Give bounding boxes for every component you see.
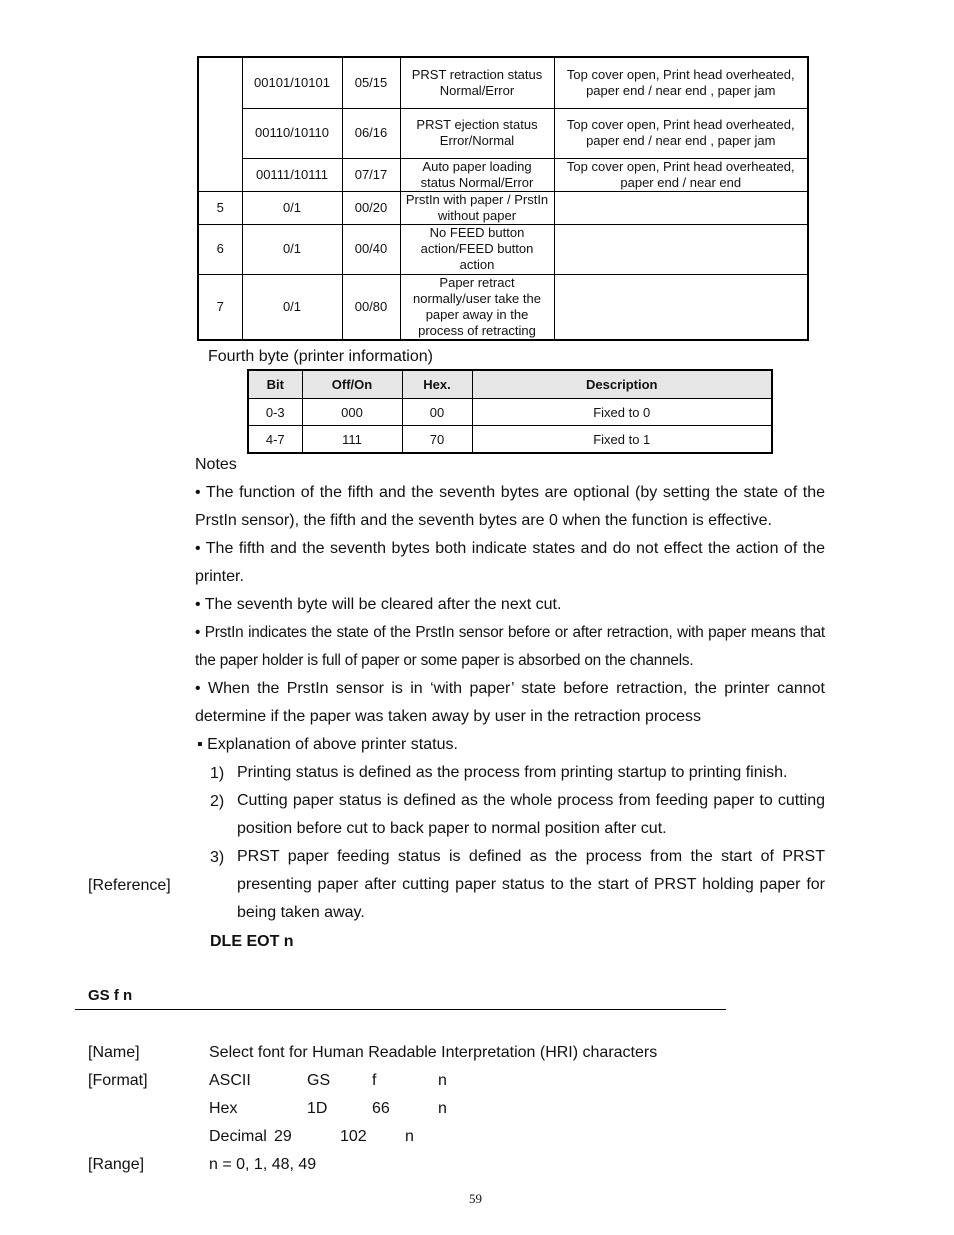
list-item: PRST paper feeding status is defined as the process from the start of PRST presenting paper after cutting paper status to the start of PRST holding paper for being taken away. — [237, 848, 825, 921]
bit-cell: 5 — [198, 191, 242, 224]
offon-cell: 0/1 — [242, 191, 342, 224]
table-row — [248, 426, 772, 454]
explanation-heading: ▪ Explanation of above printer status. — [197, 736, 458, 753]
bit-cell: 6 — [198, 224, 242, 274]
table-row — [198, 57, 808, 108]
offon-cell: 0/1 — [242, 224, 342, 274]
reference-label: [Reference] — [88, 877, 171, 894]
table-row — [198, 108, 808, 158]
table-row — [248, 399, 772, 426]
format-hex-3: n — [438, 1100, 447, 1117]
header-hex: Hex. — [402, 370, 472, 399]
table-row — [198, 274, 808, 340]
desc-cell: Fixed to 1 — [472, 426, 772, 454]
header-description: Description — [472, 370, 772, 399]
desc-cell — [554, 191, 808, 224]
desc-cell: Top cover open, Print head overheated, paper end / near end , paper jam — [554, 108, 808, 158]
list-number: 2) — [210, 793, 225, 810]
name-value: Select font for Human Readable Interpretation (HRI) characters — [209, 1044, 658, 1061]
format-decimal-2: 102 — [340, 1128, 367, 1145]
section-divider — [75, 1009, 726, 1010]
header-bit: Bit — [248, 370, 302, 399]
fourth-byte-table — [247, 369, 773, 454]
hex-cell: 07/17 — [342, 158, 400, 191]
table-row — [198, 158, 808, 191]
hex-cell: 00 — [402, 399, 472, 426]
desc-cell: Top cover open, Print head overheated, paper end / near end , paper jam — [554, 57, 808, 108]
hex-cell: 70 — [402, 426, 472, 454]
note-item: • When the PrstIn sensor is in ‘with paper’ state before retraction, the printer cannot determine if the paper was taken away by user in the retraction process — [195, 680, 825, 725]
bit-cell — [198, 57, 242, 191]
page-number: 59 — [469, 1191, 482, 1206]
format-ascii-label: ASCII — [209, 1072, 251, 1089]
desc-cell: Fixed to 0 — [472, 399, 772, 426]
command-title: GS f n — [88, 987, 133, 1004]
offon-cell: 00110/10110 — [242, 108, 342, 158]
status-cell: PrstIn with paper / PrstIn without paper — [400, 191, 554, 224]
format-ascii-1: GS — [307, 1072, 331, 1089]
offon-cell: 0/1 — [242, 274, 342, 340]
reference-value: DLE EOT n — [210, 933, 294, 950]
status-cell: PRST retraction status Normal/Error — [400, 57, 554, 108]
header-offon: Off/On — [302, 370, 402, 399]
hex-cell: 00/80 — [342, 274, 400, 340]
format-label: [Format] — [88, 1072, 148, 1089]
list-number: 3) — [210, 849, 225, 866]
status-cell: Paper retract normally/user take the paper away in the process of retracting — [400, 274, 554, 340]
format-decimal-3: n — [405, 1128, 414, 1145]
table-row — [198, 191, 808, 224]
range-label: [Range] — [88, 1156, 145, 1173]
format-decimal-label: Decimal — [209, 1128, 267, 1145]
list-item: Printing status is defined as the process from printing startup to printing finish. — [237, 764, 788, 781]
offon-cell: 111 — [302, 426, 402, 454]
list-item: Cutting paper status is defined as the whole process from feeding paper to cutting position before cut to back paper to normal position after cut. — [237, 792, 825, 837]
table-row — [198, 224, 808, 274]
name-label: [Name] — [88, 1044, 140, 1061]
offon-cell: 00101/10101 — [242, 57, 342, 108]
hex-cell: 05/15 — [342, 57, 400, 108]
note-item: • The seventh byte will be cleared after the next cut. — [195, 596, 562, 613]
fourth-byte-caption: Fourth byte (printer information) — [208, 348, 433, 365]
hex-cell: 00/20 — [342, 191, 400, 224]
bit-cell: 7 — [198, 274, 242, 340]
desc-cell — [554, 274, 808, 340]
format-hex-1: 1D — [307, 1100, 328, 1117]
format-ascii-3: n — [438, 1072, 447, 1089]
format-ascii-2: f — [372, 1072, 377, 1089]
hex-cell: 00/40 — [342, 224, 400, 274]
table-header-row — [248, 370, 772, 399]
bit-cell: 4-7 — [248, 426, 302, 454]
note-item: • PrstIn indicates the state of the PrstIn sensor before or after retraction, with paper means that the paper holder is full of paper or some paper is absorbed on the channels. — [195, 624, 825, 669]
range-value: n = 0, 1, 48, 49 — [209, 1156, 317, 1173]
status-cell: PRST ejection status Error/Normal — [400, 108, 554, 158]
notes-title: Notes — [195, 456, 237, 473]
bit-cell: 0-3 — [248, 399, 302, 426]
note-item: • The fifth and the seventh bytes both indicate states and do not effect the action of the printer. — [195, 540, 825, 585]
list-number: 1) — [210, 765, 225, 782]
status-cell: No FEED button action/FEED button action — [400, 224, 554, 274]
format-decimal-1: 29 — [274, 1128, 292, 1145]
offon-cell: 000 — [302, 399, 402, 426]
note-item: • The function of the fifth and the seventh bytes are optional (by setting the state of the PrstIn sensor), the fifth and the seventh bytes are 0 when the function is effective. — [195, 484, 825, 529]
offon-cell: 00111/10111 — [242, 158, 342, 191]
desc-cell — [554, 224, 808, 274]
format-hex-2: 66 — [372, 1100, 390, 1117]
status-cell: Auto paper loading status Normal/Error — [400, 158, 554, 191]
format-hex-label: Hex — [209, 1100, 238, 1117]
hex-cell: 06/16 — [342, 108, 400, 158]
status-table — [197, 56, 809, 341]
desc-cell: Top cover open, Print head overheated, paper end / near end — [554, 158, 808, 191]
